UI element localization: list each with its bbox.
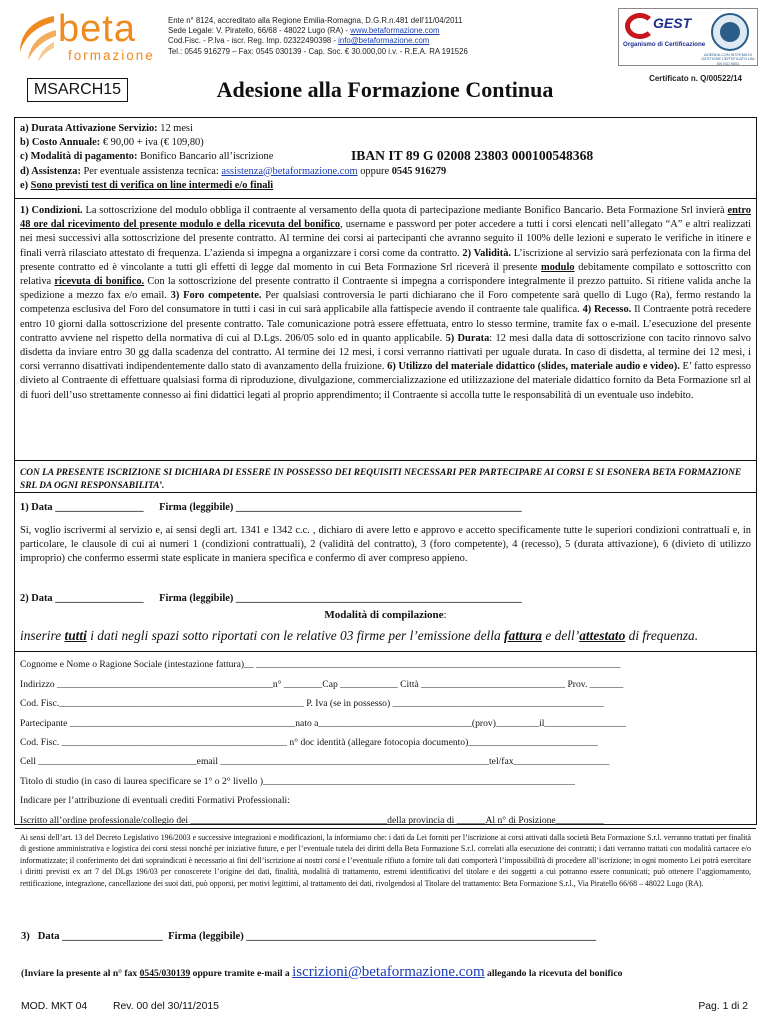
summary-duration-label: a) Durata Attivazione Servizio: <box>20 123 158 134</box>
address-text: Sede Legale: V. Piratello, 66/68 - 48022 Lugo (RA) - <box>168 26 351 36</box>
conditions-text <box>20 204 751 403</box>
contact-line: Tel.: 0545 916279 – Fax: 0545 030139 - Cap. Soc. € 30.000,00 i.v. - R.E.A. RA 191526 <box>168 46 468 56</box>
revision: Rev. 00 del 30/11/2015 <box>113 1001 219 1012</box>
letterhead <box>14 8 756 83</box>
summary-assistance <box>20 165 446 179</box>
summary-cost-label: b) Costo Annuale: <box>20 137 101 149</box>
q-mark-icon <box>625 13 655 39</box>
cond-5-title: 5) Durata <box>445 332 490 344</box>
instr-g: di frequenza. <box>625 628 699 643</box>
sign-2-signature-label: Firma (leggibile) <box>159 593 234 604</box>
company-info <box>168 16 468 57</box>
summary-duration <box>20 122 446 136</box>
info-email-link[interactable]: info@betaformazione.com <box>338 36 430 46</box>
sign-3-number: 3) <box>21 931 30 942</box>
sign-2-signature-field[interactable]: _______________________________________________________ <box>233 593 522 604</box>
cond-4-title: 4) Recesso. <box>582 304 632 316</box>
sign-1-number: 1) <box>20 502 29 513</box>
assistance-email-link[interactable]: assistenza@betaformazione.com <box>221 165 358 177</box>
registration-email-link[interactable]: iscrizioni@betaformazione.com <box>292 964 485 980</box>
sign-1-signature-field[interactable]: _______________________________________________________ <box>233 502 522 513</box>
page-number: Pag. 1 di 2 <box>698 1001 748 1012</box>
divider <box>15 198 756 199</box>
field-professional-order[interactable]: Iscritto all’ordine professionale/collegio dei _________________________________________della provincia di ______Al n° di Posizione__________ <box>20 815 604 826</box>
instr-e: e dell’ <box>542 628 580 643</box>
fax-number: 0545/030139 <box>139 968 191 979</box>
cond-1-text-b: , username e password per poter accedere a tutti i corsi elencati nell’allegato “A” e altri realizzati nei mesi successivi alla sottoscrizione del presente contratto. Al termine dei corsi ai partecipanti che avranno seguito il 100% delle lezioni e superato le verifiche in itinere e finali verrà rilasciato attestato di frequenza. L’azienda si impegna a organizzare i corsi come da contratto. <box>20 219 751 259</box>
contract-conditions <box>20 204 751 403</box>
compilation-instructions <box>20 628 751 644</box>
cond-6-text: E’ fatto espresso divieto al Contraente di effettuare qualsiasi forma di riproduzione, divulgazione, commercializzazione ed utilizzazione del materiale didattico fornito da Beta Formazione srl al di fuori dell’uso strettamente connesso ai fini didattici legati al proprio apprendimento; il Contraente si accolla tutte le responsabilità di un eventuale uso indebito. <box>20 361 752 401</box>
cond-3-title: 3) Foro competente. <box>170 290 262 302</box>
cond-2-highlight-2: ricevuta di bonifico. <box>54 276 145 288</box>
cond-2-text-a: L’iscrizione al servizio sarà perfezionata con la firma del presente contratto ed è vincolante a tutti gli effetti di legge dal momento in cui Beta Formazione Srl riceverà il presente <box>20 247 751 273</box>
compilation-title-text: Modalità di compilazione <box>324 609 444 621</box>
cond-2-text-c: Con la sottoscrizione del presente contratto il Contraente si impegna a corrispondere integralmente il prezzo pattuito. Si ritiene valida anche la spedizione a mezzo fax e/o email. <box>20 276 751 302</box>
summary-tests <box>20 179 446 193</box>
instr-f: attestato <box>579 628 626 643</box>
cert-logo-text: GEST <box>653 15 692 31</box>
cond-2-highlight-1: modulo <box>541 261 575 273</box>
requirements-declaration: CON LA PRESENTE ISCRIZIONE SI DICHIARA DI ESSERE IN POSSESSO DEI REQUISITI NECESSARI PER PARTECIPARE AI CORSI E SI ESONERA BETA FORMAZIONE SRL DA OGNI RESPONSABILITA’. <box>20 468 742 491</box>
privacy-notice: Ai sensi dell’art. 13 del Decreto Legislativo 196/2003 e successive integrazioni e modificazioni, la informiamo che: i dati da Lei forniti per l’iscrizione ai corsi attivati dalla società Beta Formazione S.r.l. verranno trattati per finalità di gestione amministrativa e logistica dei corsi stessi nonché per iniziative future, e per l’eventuale tutela dei diritti della Beta Formazione S.r.l. correlati alla esecuzione dei contratti; i dati verranno trattati con modalità cartacee e/o informatizzate; il conferimento dei dati sopraindicati è necessario ai fini dell’iscrizione ai nostri corsi e l’eventuale rifiuto a fornire tali dati comporterà l’impossibilità di procedere all’iscrizione; in ogni momento Lei potrà esercitare i diritti previsti ex art 7 del DLgs 196/03 per conoscerete l’origine dei dati, finalità, modalità di trattamento, estremi identificativi del titolare e dei soggetti a cui potranno essere comunicati; può ottenere l’aggiornamento, rettificazione, integrazione, cancellazione dei suoi dati, può opporsi, per motivi legittimi, al trattamento dei dati, rivolgendosi al Titolare del trattamento: Beta Formazione S.r.l., Via Piratello 66/68 – 48022 Lugo (RA). <box>20 833 751 888</box>
summary-payment-value: Bonifico Bancario all’iscrizione <box>137 151 274 163</box>
summary-assistance-label: d) Assistenza: <box>20 165 81 177</box>
page-title: Adesione alla Formazione Continua <box>216 77 554 102</box>
divider <box>15 460 756 461</box>
cond-6-title: 6) Utilizzo del materiale didattico (slides, materiale audio e video). <box>387 361 680 373</box>
assistance-phone: 0545 916279 <box>391 165 447 177</box>
website-link[interactable]: www.betaformazione.com <box>350 26 440 36</box>
field-degree[interactable]: Titolo di studio (in caso di laurea specificare se 1° o 2° livello )_________________________________________________________________ <box>20 776 575 787</box>
compilation-title <box>15 609 756 621</box>
sign-3-date-field[interactable]: ___________________ <box>59 931 163 942</box>
field-participant[interactable]: Partecipante _______________________________________________nato a________________________________(prov)_________il_________________ <box>20 718 626 729</box>
cond-1-title: 1) Condizioni. <box>20 205 83 216</box>
divider <box>15 651 756 652</box>
document-code: MSARCH15 <box>27 78 128 102</box>
fiscal-text: Cod.Fisc. - P.Iva - iscr. Reg. Imp. 02322490398 - <box>168 36 339 46</box>
divider <box>15 492 756 493</box>
cond-1-text-a: La sottoscrizione del modulo obbliga il contraente al versamento della quota di partecipazione mediante Bonifico Bancario. Beta Formazione Srl invierà <box>82 205 728 216</box>
instr-a: inserire <box>20 628 65 643</box>
send-text-a: (Inviare la presente al n° fax <box>21 968 140 979</box>
logo-wordmark: beta <box>58 8 136 50</box>
summary-assistance-mid: oppure <box>357 165 392 177</box>
cond-5-text: : 12 mesi dalla data di sottoscrizione con tacito rinnovo salvo disdetta da inviare entro 30 gg dalla scadenza del contratto. Al termine dei 12 mesi, i corsi verranno riattivati per uguale durata. In caso di disdetta, al termine dei 12 mesi, i corsi verranno disattivati indipendentemente dallo stato di avanzamento della fruizione. <box>20 332 751 373</box>
cond-2-text-b: debitamente compilato e sottoscritto con relativa <box>20 261 751 288</box>
send-instructions <box>21 964 622 981</box>
send-text-b: oppure tramite e-mail a <box>190 968 293 979</box>
sign-2-date-field[interactable]: _________________ <box>52 593 144 604</box>
field-participant-tax-code[interactable]: Cod. Fisc. _______________________________________________ n° doc identità (allegare fotocopia documento)___________________________ <box>20 737 598 748</box>
sign-2-date-label: Data <box>31 593 53 604</box>
iso-seal-icon <box>711 13 749 51</box>
instr-d: fattura <box>504 628 542 643</box>
swoosh-icon <box>14 12 60 66</box>
sign-1-date-label: Data <box>31 502 53 513</box>
compilation-title-colon: : <box>443 609 447 621</box>
certificate-number: Certificato n. Q/00522/14 <box>649 74 742 83</box>
specific-approval-text: Si, voglio iscrivermi al servizio e, ai sensi degli art. 1341 e 1342 c.c. , dichiaro di avere letto e approvo e accetto specificamente tutte le superiori condizioni contrattuali e, in particolare, le clausole di cui ai numeri 1 (condizioni contrattuali), 2 (validità del contratto), 3 (foro competente), 4 (recesso), 5 (durata attivazione), 6 (divieto di utilizzo improprio) che confermo essermi state esplicate in maniera specifica e confermo di aver compreso appieno. <box>20 525 751 565</box>
field-name[interactable]: Cognome e Nome o Ragione Sociale (intestazione fattura)__ ____________________________________________________________________________ <box>20 659 621 670</box>
signature-row-2 <box>20 593 522 604</box>
summary-tests-label: e) <box>20 179 31 191</box>
summary-tests-value: Sono previsti test di verifica on line intermedi e/o finali <box>30 179 274 191</box>
signature-row-1 <box>20 502 522 513</box>
cond-2-title: 2) Validità. <box>462 247 512 259</box>
sign-1-signature-label: Firma (leggibile) <box>159 502 234 513</box>
logo-subtitle: formazione <box>68 48 155 63</box>
form-frame <box>14 117 757 888</box>
cond-3-text: Per qualsiasi controversia le parti dichiarano che il Foro competente sarà quello di Lugo (Ra), fermo restando la competenza esclusiva del Foro del consumatore in tutti i casi in cui sarà applicabile alla fattispecie avendo il contraente tale qualifica. <box>20 290 751 316</box>
iban: IBAN IT 89 G 02008 23803 000100548368 <box>351 148 594 163</box>
summary-assistance-text: Per eventuale assistenza tecnica: <box>80 165 222 177</box>
cert-logo-subtitle: Organismo di Certificazione <box>623 41 706 48</box>
form-code: MOD. MKT 04 <box>21 1001 88 1012</box>
credits-label: Indicare per l’attribuzione di eventuali crediti Formativi Professionali: <box>20 795 290 806</box>
certification-logo <box>618 8 758 66</box>
cond-1-highlight: entro 48 ore dal ricevimento del presente modulo e della ricevuta del bonifico <box>20 205 752 231</box>
field-contacts[interactable]: Cell _________________________________email ________________________________________________________tel/fax____________________ <box>20 756 610 767</box>
accreditation-line: Ente n° 8124, accreditato alla Regione Emilia-Romagna, D.G.R.n.481 dell’11/04/2011 <box>168 16 463 25</box>
address-line <box>168 26 468 36</box>
sign-2-number: 2) <box>20 593 29 604</box>
summary-payment-label: c) Modalità di pagamento: <box>20 151 138 163</box>
sign-3-signature-field[interactable]: __________________________________________________________________ <box>243 931 597 942</box>
field-address[interactable]: Indirizzo _____________________________________________n° ________Cap ____________ Città ______________________________ Prov. _______ <box>20 679 624 690</box>
cert-seal-text: AZIENDA CON SISTEMA DI GESTIONE CERTIFICATO UNI EN ISO 9001 <box>701 53 755 66</box>
summary-cost-value: € 90,00 + iva (€ 109,80) <box>100 137 204 149</box>
divider <box>15 828 756 829</box>
instr-b: tutti <box>64 628 87 643</box>
signature-row-3 <box>21 931 596 942</box>
cond-4-text: Il Contraente potrà recedere entro 10 giorni dalla sottoscrizione del presente contratto. Tale comunicazione potrà essere effettuata, entro lo stesso termine, tramite fax o e-mail. L’esecuzione del presente contratto avviene nel rispetto della normativa di cui al D.Lgs. 206/05 solo ed in quanto applicabile. <box>20 304 751 344</box>
sign-3-date-label: Data <box>37 931 60 942</box>
sign-1-date-field[interactable]: _________________ <box>52 502 144 513</box>
instr-c: i dati negli spazi sotto riportati con le relative 03 firme per l’emissione della <box>86 628 505 643</box>
seal-center <box>720 22 740 42</box>
send-text-c: allegando la ricevuta del bonifico <box>484 968 623 979</box>
summary-duration-value: 12 mesi <box>157 123 193 134</box>
fiscal-line <box>168 36 468 46</box>
sign-3-signature-label: Firma (leggibile) <box>168 931 244 942</box>
field-tax-code[interactable]: Cod. Fisc.___________________________________________________ P. Iva (se in possesso) ____________________________________________ <box>20 698 604 709</box>
beta-formazione-logo <box>14 8 160 66</box>
